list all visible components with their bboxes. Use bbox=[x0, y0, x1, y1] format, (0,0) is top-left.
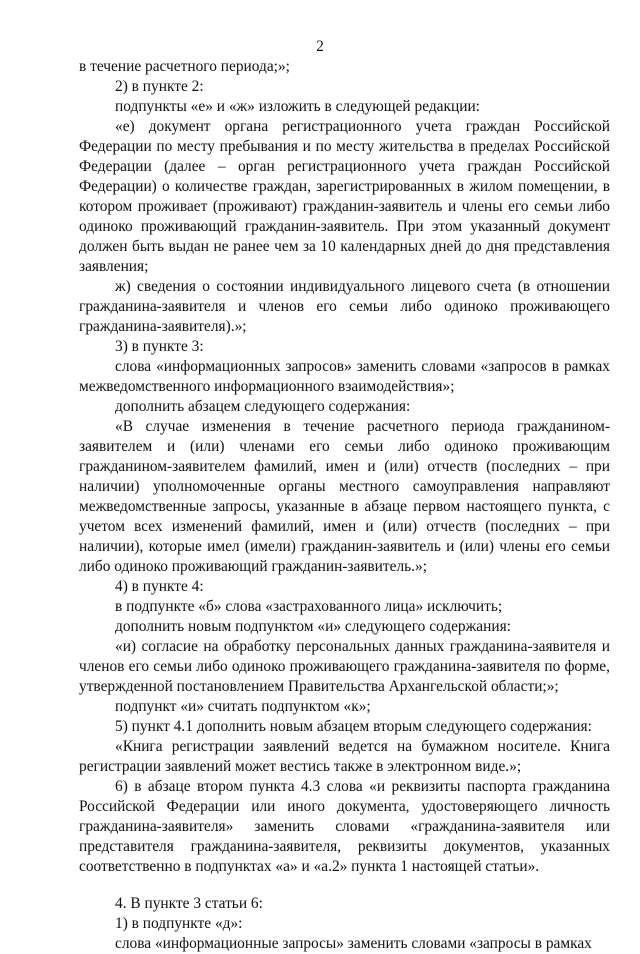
document-paragraph: в течение расчетного периода;»; bbox=[79, 58, 290, 75]
document-paragraph: подпункты «е» и «ж» изложить в следующей редакции: bbox=[115, 98, 480, 115]
document-paragraph: 2) в пункте 2: bbox=[115, 78, 204, 95]
document-paragraph: 6) в абзаце втором пункта 4.3 слова «и реквизиты паспорта гражданина Российской Федерации или иного документа, удостоверяющего личность гражданина-заявителя» заменить словами «гражданина-заявителя или представителя гражданина-заявителя, реквизиты документов, указанных соответственно в подпунктах «а» и «а.2» пункта 1 настоящей статьи». bbox=[79, 778, 610, 875]
document-paragraph: 5) пункт 4.1 дополнить новым абзацем вторым следующего содержания: bbox=[115, 718, 592, 735]
document-paragraph: ж) сведения о состоянии индивидуального лицевого счета (в отношении гражданина-заявителя и членов его семьи либо одиноко проживающего гражданина-заявителя).»; bbox=[79, 278, 610, 335]
document-paragraph: дополнить новым подпунктом «и» следующего содержания: bbox=[115, 618, 511, 635]
document-body bbox=[79, 57, 610, 954]
document-paragraph: в подпункте «б» слова «застрахованного лица» исключить; bbox=[115, 598, 503, 615]
document-paragraph: «Книга регистрации заявлений ведется на бумажном носителе. Книга регистрации заявлений может вестись также в электронном виде.»; bbox=[79, 738, 610, 775]
document-paragraph: подпункт «и» считать подпунктом «к»; bbox=[115, 698, 371, 715]
document-paragraph: слова «информационные запросы» заменить словами «запросы в рамках bbox=[115, 935, 592, 952]
document-paragraph: «и) согласие на обработку персональных данных гражданина-заявителя и членов его семьи либо одиноко проживающего гражданина-заявителя по форме, утвержденной постановлением Правительства Архангельской области;»; bbox=[79, 638, 610, 695]
document-paragraph: 1) в подпункте «д»: bbox=[115, 915, 243, 932]
document-paragraph: «В случае изменения в течение расчетного периода гражданином-заявителем и (или) членами его семьи либо одиноко проживающим гражданином-заявителем фамилий, имен и (или) отчеств (последних – при наличии) уполномоченные органы местного самоуправления направляют межведомственные запросы, указанные в абзаце первом настоящего пункта, с учетом всех изменений фамилий, имен и (или) отчеств (последних – при наличии), которые имел (имели) гражданин-заявитель и (или) члены его семьи либо одиноко проживающий гражданин-заявитель.»; bbox=[79, 418, 610, 575]
document-paragraph: дополнить абзацем следующего содержания: bbox=[115, 398, 411, 415]
document-paragraph: 3) в пункте 3: bbox=[115, 338, 204, 355]
document-paragraph: 4. В пункте 3 статьи 6: bbox=[115, 895, 263, 912]
document-paragraph: «е) документ органа регистрационного учета граждан Российской Федерации по месту пребывания и по месту жительства в пределах Российской Федерации (далее – орган регистрационного учета граждан Российской Федерации) о количестве граждан, зарегистрированных в жилом помещении, в котором проживает (проживают) гражданин-заявитель и члены его семьи либо одиноко проживающий гражданин-заявитель. При этом указанный документ должен быть выдан не ранее чем за 10 календарных дней до дня представления заявления; bbox=[79, 118, 610, 275]
page-number: 2 bbox=[316, 38, 324, 55]
document-paragraph: 4) в пункте 4: bbox=[115, 578, 204, 595]
document-paragraph: слова «информационных запросов» заменить словами «запросов в рамках межведомственного информационного взаимодействия»; bbox=[79, 358, 610, 395]
